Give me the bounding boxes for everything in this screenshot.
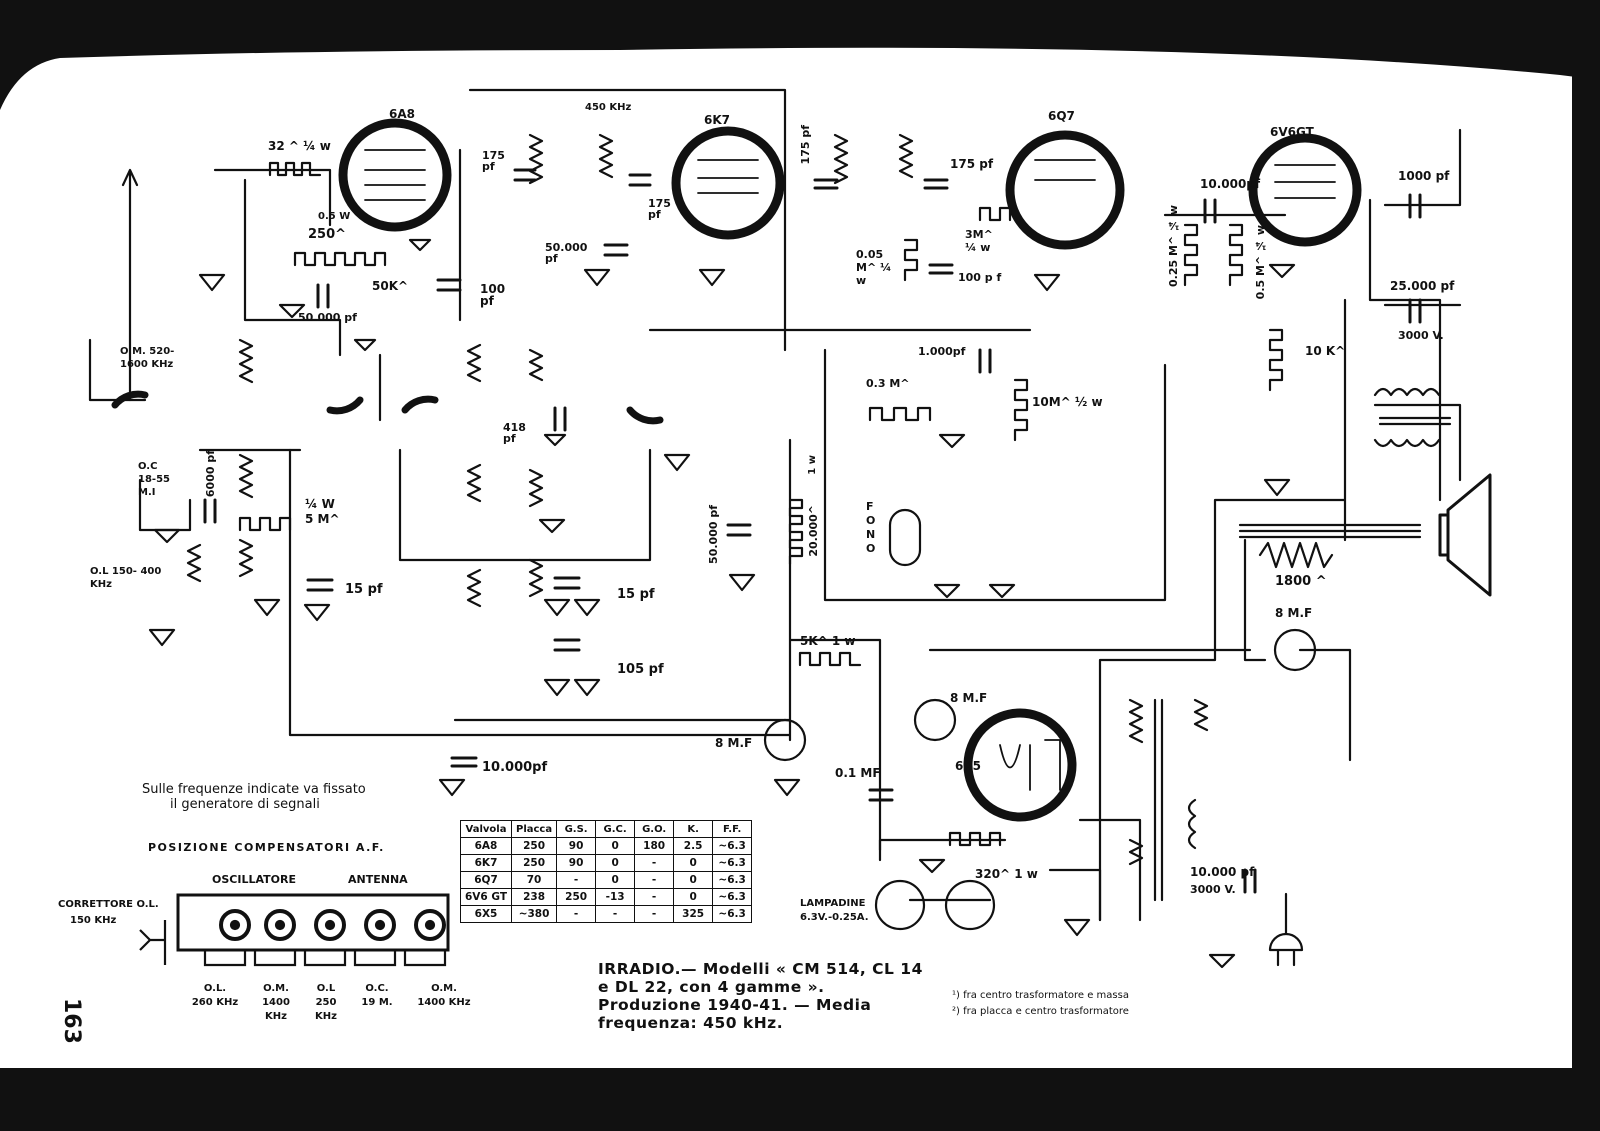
cap-6000-label: 6000 pf [204,450,217,498]
resistor-05w-label: 0.5 W [318,211,351,222]
table-header: G.S. [557,821,596,838]
cap-15a-label: 15 pf [345,582,383,597]
compensator-band: O.L. [203,983,227,994]
table-header: K. [674,821,713,838]
table-cell: 70 [512,872,557,889]
resistor-1w-label: 1 w [807,455,818,475]
resistor-250-label: 250^ [308,227,347,242]
compensator-band: O.C. [365,983,389,994]
resistor-005-label: 0.05 M^ ¼ w [856,248,892,287]
cap-50000b-label: 50.000 pf [545,241,588,265]
compensator-3 [305,982,347,1024]
resistor-50k-label: 50K^ [372,279,409,293]
page-edge-bottom [0,1068,1600,1131]
signal-note-1: Sulle frequenze indicate va fissato [142,782,366,797]
resistor-05m-label: 0.5 M^ ¼ w [1254,225,1267,300]
table-cell: 0 [674,872,713,889]
compensator-freq: 1400 KHz [417,997,471,1008]
table-cell: 90 [557,838,596,855]
phono-socket [890,510,920,565]
resistor-3m [980,208,1010,220]
cap-105-label: 105 pf [617,662,664,677]
band-ol-label: O.L 150- 400 KHz [90,566,162,590]
compensator-freq: 19 M. [361,997,393,1008]
switch-wiring [90,340,650,560]
tube-label-6a8: 6A8 [389,107,415,121]
resistor-10m-label: 10M^ ½ w [1032,395,1103,409]
compensator-freq: 250 KHz [315,997,337,1022]
compensator-freq: 1400 KHz [262,997,290,1022]
lamp-2 [946,881,994,929]
capacitor-8mf-c [765,720,805,760]
table-cell: ~6.3 [713,855,752,872]
table-cell: - [596,906,635,923]
antenna-label: ANTENNA [348,873,408,886]
tube-label-6q7: 6Q7 [1048,109,1075,123]
table-cell: - [635,889,674,906]
table-cell: 2.5 [674,838,713,855]
table-cell: 0 [674,855,713,872]
corrector-label-2: 150 KHz [70,915,117,926]
resistor-3m-label: 3M^ ¼ w [965,228,993,254]
table-cell: ~6.3 [713,872,752,889]
tube-6a8 [343,123,447,227]
resistor-5m-label: ¼ W 5 M^ [305,497,340,526]
wave-switch-3 [405,399,435,410]
resistor-005 [905,240,917,280]
compensator-4 [355,982,399,1010]
lamp-1 [876,881,924,929]
cap-10000-top-label: 10.000pf [1200,177,1261,191]
cap-418-label: 418 pf [503,421,526,445]
compensator-title: POSIZIONE COMPENSATORI A.F. [148,841,385,854]
table-cell: 6A8 [461,838,512,855]
table-row [461,872,752,889]
wave-switch-4 [630,410,660,421]
table-cell: 6V6 GT [461,889,512,906]
compensator-panel [140,895,448,965]
signal-note-2: il generatore di segnali [170,797,320,812]
table-cell: 250 [512,838,557,855]
speaker [1440,475,1490,595]
output-transformer [1375,389,1450,446]
resistor-05m [1230,225,1242,285]
table-cell: 0 [596,855,635,872]
table-cell: ~6.3 [713,838,752,855]
band-oc-label: O.C 18-55 M.I [138,461,170,498]
cap-1000-mid-label: 1.000pf [918,345,966,358]
table-header-row [461,821,752,838]
resistor-32-label: 32 ^ ¼ w [268,139,331,153]
table-row [461,838,752,855]
compensator-freq: 260 KHz [191,997,239,1008]
cap-25000-label: 25.000 pf [1390,279,1455,293]
table-row [461,906,752,923]
page-edge-top [0,0,1600,110]
table-header: G.C. [596,821,635,838]
table-cell: 0 [674,889,713,906]
table-cell: 250 [557,889,596,906]
voltage-3000b-label: 3000 V. [1190,883,1236,896]
lamps-label: LAMPADINE 6.3V.-0.25A. [800,898,869,923]
cap-8mf-c-label: 8 M.F [715,736,753,750]
cap-175b-label: 175 pf [648,197,671,221]
table-cell: - [635,906,674,923]
compensator-band: O.M. [263,983,289,994]
table-cell: ~6.3 [713,906,752,923]
table-cell: 250 [512,855,557,872]
table-cell: 6X5 [461,906,512,923]
compensator-1 [190,982,240,1010]
resistor-20000-label: 20.000^ [807,505,820,557]
resistor-5m [240,518,290,530]
tube-label-6v6gt: 6V6GT [1270,125,1314,139]
resistor-03m-label: 0.3 M^ [866,377,910,390]
cap-175d-label: 175 pf [950,157,994,171]
table-cell: - [635,872,674,889]
cap-15b-label: 15 pf [617,587,655,602]
fono-label: FONO [866,500,876,555]
table-cell: 325 [674,906,713,923]
resistor-250 [295,253,385,265]
resistor-5k [800,653,860,665]
tube-6v6gt [1253,138,1357,242]
valve-voltage-table [460,820,752,923]
cap-175c-label: 175 pf [799,125,812,165]
tube-6k7 [676,131,780,235]
page-edge-right [1572,60,1600,1070]
table-cell: 238 [512,889,557,906]
table-cell: 6K7 [461,855,512,872]
table-row [461,889,752,906]
table-cell: 6Q7 [461,872,512,889]
table-row [461,855,752,872]
cap-8mf-a-label: 8 M.F [1275,606,1313,620]
corrector-label-1: CORRETTORE O.L. [58,899,159,910]
table-header: Valvola [461,821,512,838]
oscillator-label: OSCILLATORE [212,873,296,886]
wave-switch-2 [330,400,360,411]
footnote-2: ²) fra placca e centro trasformatore [952,1006,1129,1017]
cap-100-label: 100 pf [480,282,506,308]
tube-6x5 [968,713,1072,817]
cap-1000-top-label: 1000 pf [1398,169,1450,183]
resistor-10k-label: 10 K^ [1305,344,1346,358]
cap-10000-bot-label: 10.000pf [482,760,548,775]
table-header: Placca [512,821,557,838]
cap-175a-label: 175 pf [482,149,505,173]
tube-label-6x5: 6X5 [955,759,981,773]
compensator-2 [255,982,297,1024]
resistor-5k-label: 5K^ 1 w [800,634,856,648]
cap-50000c-label: 50.000 pf [707,505,720,564]
table-cell: - [557,872,596,889]
power-transformer [1155,700,1195,900]
capacitor-8mf-b [915,700,955,740]
table-header: G.O. [635,821,674,838]
cap-50000a-label: 50.000 pf [298,311,357,324]
field-coil [1240,525,1420,537]
resistor-025m-label: 0.25 M^ ¼ w [1167,205,1180,287]
compensator-5 [412,982,476,1010]
page-number: 163 [59,998,84,1044]
table-cell: ~6.3 [713,889,752,906]
resistor-320-label: 320^ 1 w [975,867,1038,881]
compensator-band: O.L [316,983,336,994]
table-cell: 0 [596,872,635,889]
table-cell: 90 [557,855,596,872]
resistor-10m [1015,380,1027,440]
table-cell: 0 [596,838,635,855]
resistor-025m [1185,225,1197,285]
footnote-1: ¹) fra centro trasformatore e massa [952,990,1129,1001]
band-om-label: O.M. 520-1600 KHz [120,346,175,370]
resistor-1800-label: 1800 ^ [1275,574,1327,589]
table-cell: -13 [596,889,635,906]
resistor-03m [870,408,930,420]
resistor-1800 [1260,543,1332,567]
compensator-band: O.M. [431,983,457,994]
if-freq-label: 450 KHz [585,102,632,113]
voltage-3000-label: 3000 V. [1398,329,1444,342]
resistor-10k [1270,330,1282,390]
schematic-title: IRRADIO.— Modelli « CM 514, CL 14 e DL 22, con 4 gamme ». Produzione 1940-41. — Media frequenza: 450 kHz. [598,960,923,1032]
cap-10000-br-label: 10.000 pf [1190,865,1255,879]
tube-6q7 [1010,135,1120,245]
mains-plug [1270,894,1302,965]
resistor-20000 [790,500,802,564]
cap-100pf-label: 100 p f [958,271,1002,284]
cap-8mf-b-label: 8 M.F [950,691,988,705]
table-cell: 180 [635,838,674,855]
tube-label-6k7: 6K7 [704,113,730,127]
table-cell: - [635,855,674,872]
table-cell: ~380 [512,906,557,923]
table-cell: - [557,906,596,923]
cap-01mf-label: 0.1 MF [835,766,881,780]
table-header: F.F. [713,821,752,838]
